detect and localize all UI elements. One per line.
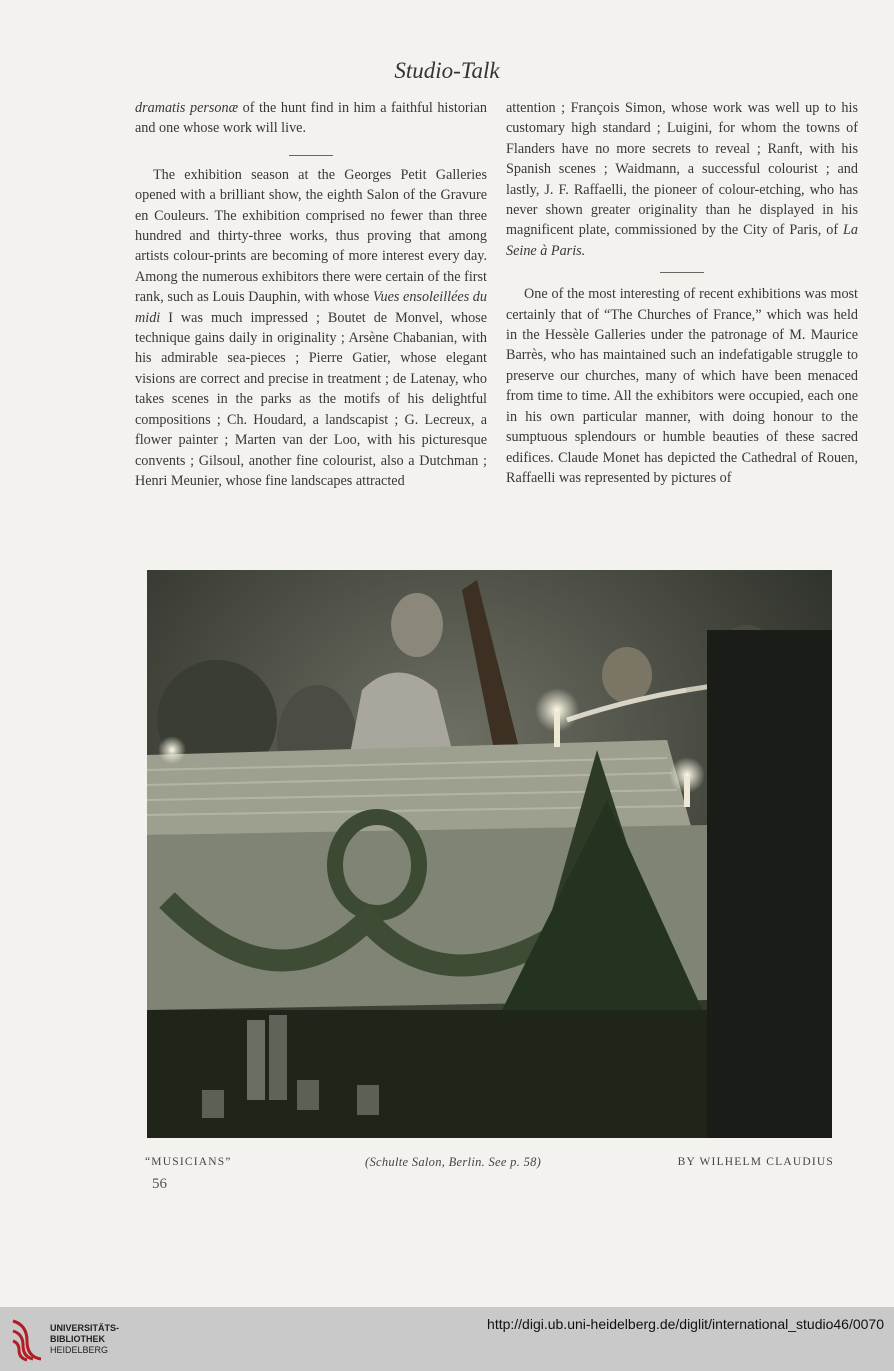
library-logo-icon xyxy=(10,1317,44,1363)
paragraph xyxy=(135,98,487,139)
italic-title: Vues ensoleillées du midi xyxy=(135,289,487,326)
section-divider xyxy=(289,155,333,156)
library-name xyxy=(50,1323,119,1356)
left-column xyxy=(135,98,487,491)
painting-plate xyxy=(147,570,832,1138)
paragraph xyxy=(506,98,858,261)
italic-phrase: dramatis personæ xyxy=(135,100,239,116)
permalink-url[interactable]: http://digi.ub.uni-heidelberg.de/diglit/international_studio46/0070 xyxy=(487,1316,884,1332)
section-divider xyxy=(660,272,704,273)
paragraph: One of the most interesting of recent exhibitions was most certainly that of “The Churches of France,” which was held in the Hessèle Galleries under the patronage of M. Maurice Barrès, who has maintained such an indefatigable struggle to preserve our churches, many of which have been menaced from time to time. All the exhibitors were occupied, each one in his own particular manner, with doing honour to the sumptuous splendours or humble beauties of these sacred edifices. Claude Monet has depicted the Cathedral of Rouen, Raffaelli was represented by pictures of xyxy=(506,286,858,486)
italic-title: La Seine à Paris. xyxy=(506,222,858,259)
right-column xyxy=(506,98,858,488)
paragraph-text: The exhibition season at the Georges Petit Galleries opened with a brilliant show, the eighth Salon of the Gravure en Couleurs. The exhibition comprised no fewer than three hundred and thirty-three works, thus proving that among artists colour-prints are becoming of more interest every day. Among the numerous exhibitors there were certain of the first rank, such as Louis Dauphin, with whose xyxy=(135,166,487,306)
paragraph-text: attention ; François Simon, whose work was well up to his customary high standard ; Luigini, for whom the towns of Flanders have no more secrets to reveal ; Ranft, with his Spanish scenes ; Waidmann, a successful colourist ; and lastly, J. F. Raffaelli, the pioneer of colour-etching, who has never shown greater originality than he displayed in his magnificent plate, commissioned by the City of Paris, of xyxy=(506,100,858,239)
caption-title: “MUSICIANS” xyxy=(145,1156,232,1168)
paragraph-text: I was much impressed ; Boutet de Monvel, whose technique gains daily in originality ; Arsène Chabanian, with his admirable sea-pieces ; Pierre Gatier, whose elegant visions are correct and precise in treatment ; de Latenay, who takes scenes in the parks as the motifs of his delightful compositions ; Ch. Houdard, a landscapist ; G. Lecreux, a flower painter ; Marten van der Loo, with his picturesque convents ; Gilsoul, another fine colourist, also a Dutchman ; Henri Meunier, whose fine landscapes attracted xyxy=(135,309,487,489)
footer-bar xyxy=(0,1307,894,1371)
page-number: 56 xyxy=(152,1176,167,1192)
running-head: Studio-Talk xyxy=(394,58,500,83)
library-name-line: BIBLIOTHEK xyxy=(50,1334,105,1344)
caption-source: (Schulte Salon, Berlin. See p. 58) xyxy=(365,1155,542,1169)
musicians-painting xyxy=(147,570,832,1138)
caption-artist: BY WILHELM CLAUDIUS xyxy=(677,1156,834,1168)
paragraph-text: of the hunt find in him a faithful historian and one whose work will live. xyxy=(135,100,487,137)
paragraph xyxy=(135,165,487,492)
library-name-line: UNIVERSITÄTS- xyxy=(50,1323,120,1333)
library-name-line: HEIDELBERG xyxy=(50,1345,109,1355)
